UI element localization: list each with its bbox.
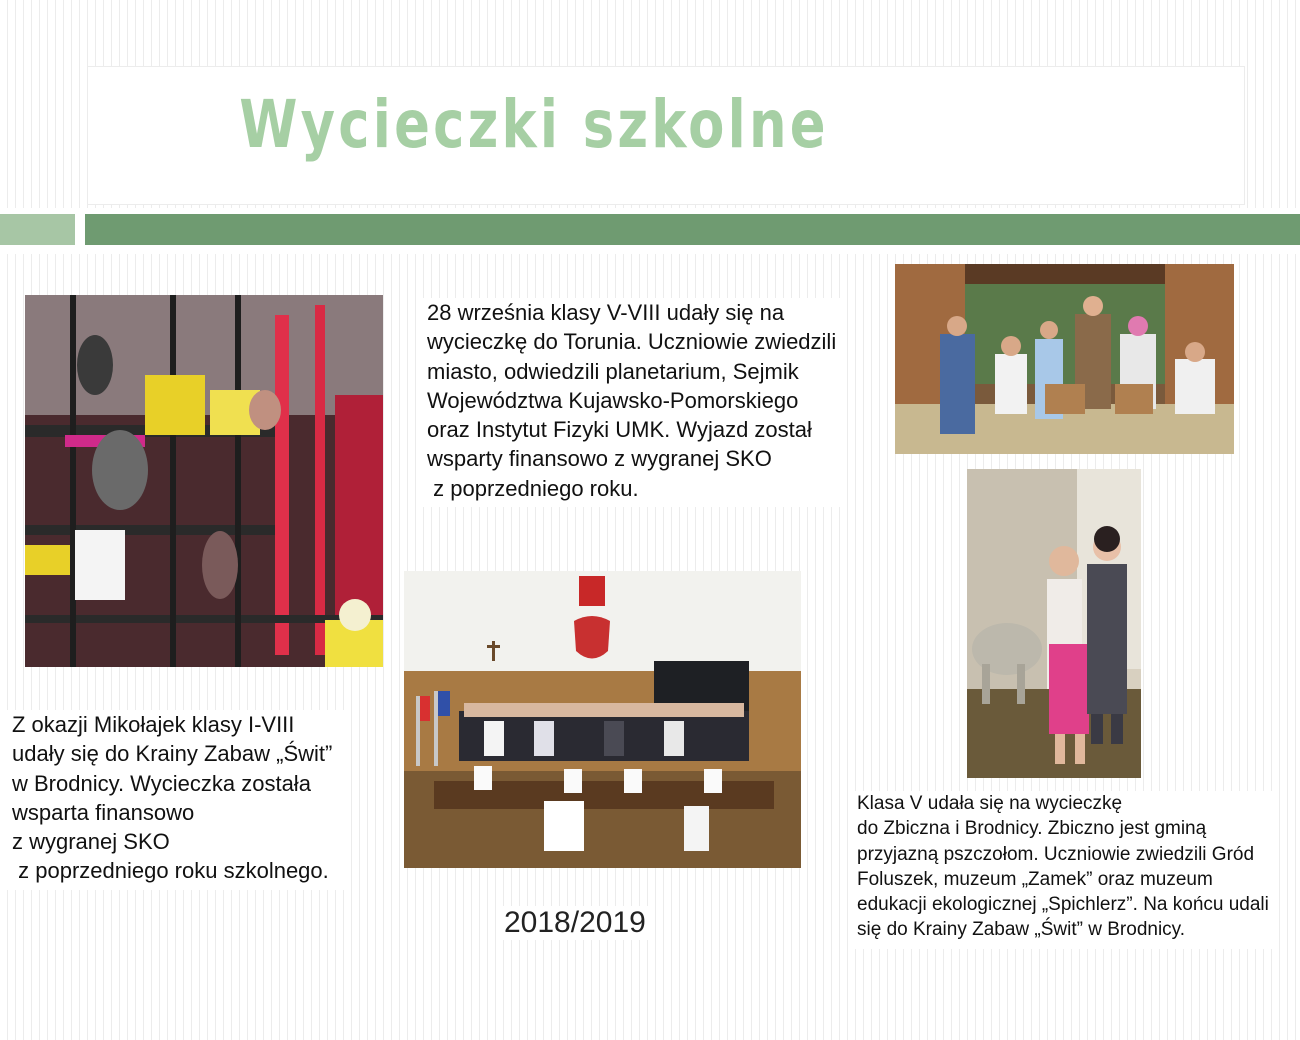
school-year-label: 2018/2019 [498, 906, 652, 940]
mikolajki-trip-text: Z okazji Mikołajek klasy I-VIII udały się do Krainy Zabaw „Świt” w Brodnicy. Wycieczka została wsparta finansowo z wygranej SKO z poprzedniego roku szkolnego. [6, 710, 346, 890]
photo-museum-girls [967, 469, 1141, 778]
accent-bar-left [0, 214, 75, 245]
accent-bar-main [85, 214, 1300, 245]
photo-group-outdoor [895, 264, 1234, 454]
zbiczno-trip-text: Klasa V udała się na wycieczkę do Zbiczna i Brodnicy. Zbiczno jest gminą przyjazną pszczołom. Uczniowie zwiedzili Gród Foluszek, muzeum „Zamek” oraz muzeum edukacji ekologicznej „Spichlerz”. Na końcu udali się do Krainy Zabaw „Świt” w Brodnicy. [852, 791, 1272, 949]
photo-play-area [25, 295, 383, 667]
page-title: Wycieczki szkolne [239, 86, 829, 163]
photo-council-hall [404, 571, 801, 868]
torun-trip-text: 28 września klasy V-VIII udały się na wycieczkę do Torunia. Uczniowie zwiedzili miasto, odwiedzili planetarium, Sejmik Województwa Kujawsko-Pomorskiego oraz Instytut Fizyki UMK. Wyjazd został wsparty finansowo z wygranej SKO z poprzedniego roku. [422, 298, 842, 507]
